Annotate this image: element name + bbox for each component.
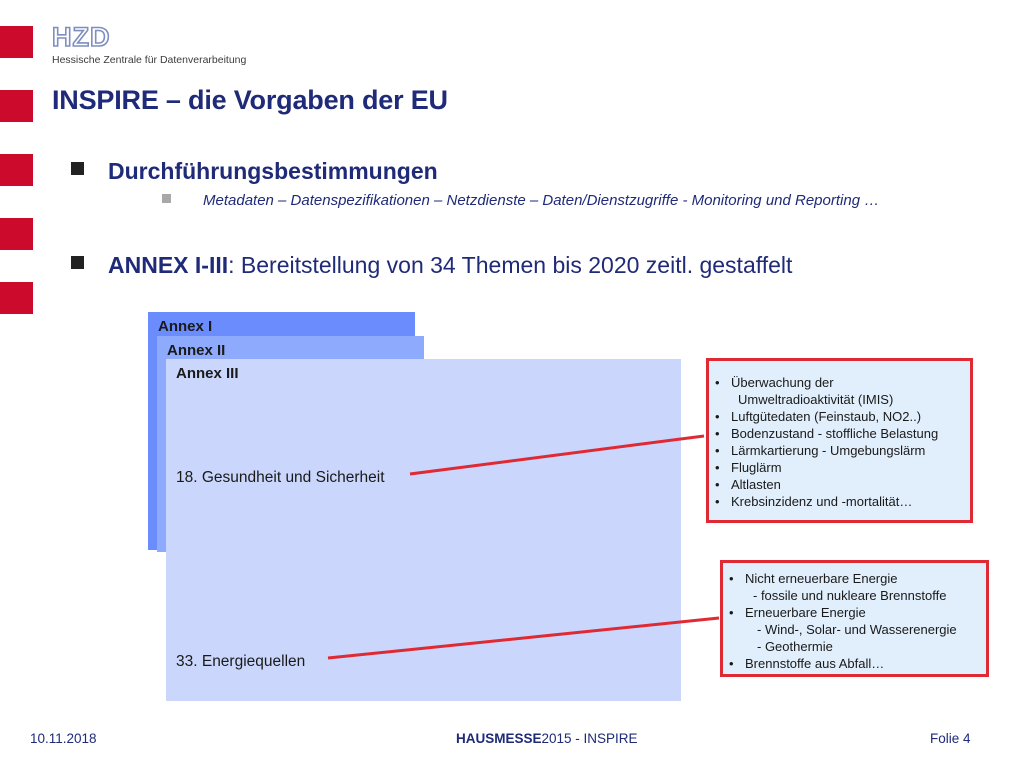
annex-3-item-health: 18. Gesundheit und Sicherheit — [176, 469, 385, 486]
callout-energy-item: • Brennstoffe aus Abfall… — [723, 655, 986, 672]
connector-health-line — [410, 436, 704, 474]
connector-energy-line — [328, 618, 719, 658]
bullet-1-bold: Durchführungsbestimmungen — [108, 158, 438, 184]
footer-event-rest: 2015 - INSPIRE — [541, 731, 638, 746]
callout-energy-subitem: - Wind-, Solar- und Wasserenergie — [757, 622, 957, 637]
slide-title: INSPIRE – die Vorgaben der EU — [52, 85, 448, 115]
hzd-logo-subtitle: Hessische Zentrale für Datenverarbeitung — [52, 54, 247, 66]
bullet-2-bold: ANNEX I-III — [108, 252, 229, 278]
sub-bullet-text: Metadaten – Datenspezifikationen – Netzdienste – Daten/Dienstzugriffe - Monitoring und Reporting … — [203, 192, 880, 209]
callout-energy-subitem: - fossile und nukleare Brennstoffe — [753, 588, 947, 603]
callout-health-item: • Altlasten — [709, 476, 970, 493]
callout-health-item: • Überwachung der — [709, 374, 970, 391]
callout-health-item: Umweltradioaktivität (IMIS) — [738, 392, 894, 407]
callout-health-item: • Luftgütedaten (Feinstaub, NO2..) — [709, 408, 970, 425]
bullet-2-text: : Bereitstellung von 34 Themen bis 2020 zeitl. gestaffelt — [228, 252, 793, 278]
hzd-logo-mark: HZD — [52, 22, 111, 52]
callout-health-item: • Krebsinzidenz und -mortalität… — [709, 493, 970, 510]
callout-energy-item: • Nicht erneuerbare Energie — [723, 570, 986, 587]
footer-event-bold: HAUSMESSE — [456, 731, 542, 746]
annex-1-title: Annex I — [158, 318, 213, 335]
callout-health-item: • Lärmkartierung - Umgebungslärm — [709, 442, 970, 459]
annex-2-title: Annex II — [167, 342, 226, 359]
callout-health-item: • Fluglärm — [709, 459, 970, 476]
annex-3-item-energy: 33. Energiequellen — [176, 653, 306, 670]
callout-health-item: • Bodenzustand - stoffliche Belastung — [709, 425, 970, 442]
callout-energy-item: • Erneuerbare Energie — [723, 604, 986, 621]
annex-3-title: Annex III — [176, 365, 239, 382]
footer-slide-number: Folie 4 — [930, 731, 971, 746]
footer-event — [456, 731, 638, 746]
footer-date: 10.11.2018 — [30, 731, 97, 746]
callout-energy-subitem: - Geothermie — [757, 639, 833, 654]
